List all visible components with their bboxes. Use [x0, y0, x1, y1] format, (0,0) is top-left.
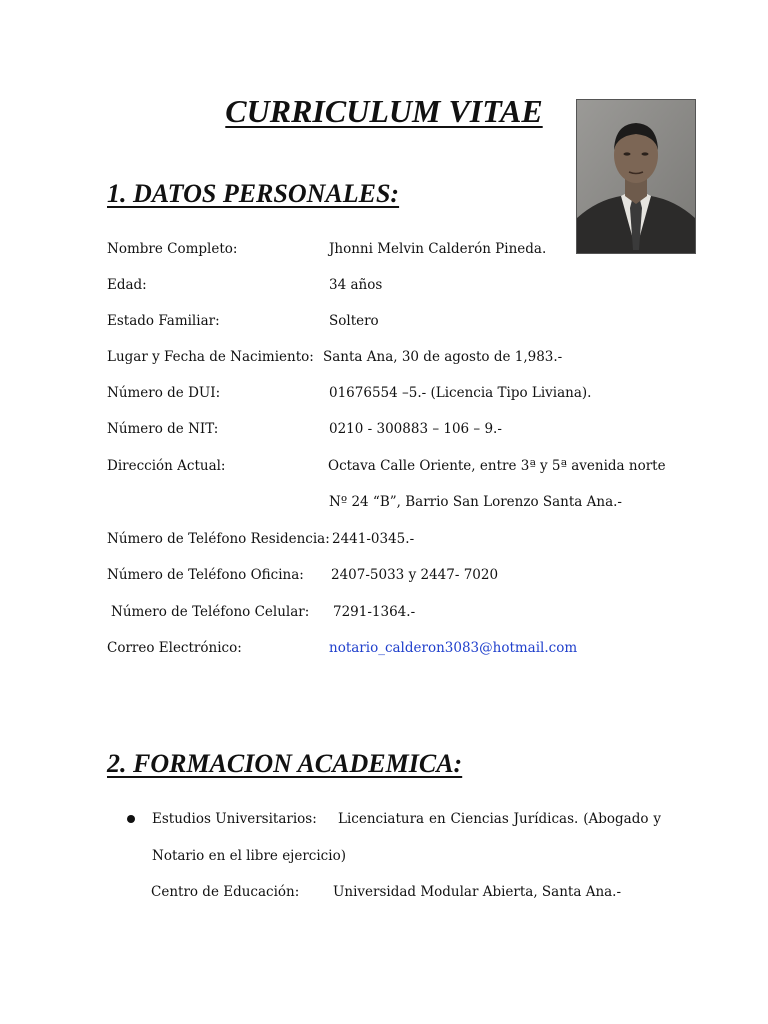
bullet-dot	[127, 815, 135, 823]
label-estudios-universitarios: Estudios Universitarios:	[152, 811, 317, 827]
label-telefono-celular: Número de Teléfono Celular:	[111, 604, 310, 620]
value-edad: 34 años	[329, 277, 383, 293]
value-numero-nit: 0210 - 300883 – 106 – 9.-	[329, 421, 502, 437]
section-heading-formacion-academica: 2. FORMACION ACADEMICA:	[107, 749, 463, 778]
label-centro-educacion: Centro de Educación:	[151, 884, 300, 900]
profile-photo	[576, 99, 696, 254]
label-telefono-residencia: Número de Teléfono Residencia:	[107, 531, 330, 547]
label-nombre-completo: Nombre Completo:	[107, 241, 238, 257]
value-numero-dui: 01676554 –5.- (Licencia Tipo Liviana).	[329, 385, 592, 401]
label-estado-familiar: Estado Familiar:	[107, 313, 220, 329]
value-direccion-actual-line1: Octava Calle Oriente, entre 3ª y 5ª avenida norte	[328, 458, 666, 474]
label-numero-nit: Número de NIT:	[107, 421, 219, 437]
label-numero-dui: Número de DUI:	[107, 385, 221, 401]
value-nombre-completo: Jhonni Melvin Calderón Pineda.	[329, 241, 547, 257]
label-direccion-actual: Dirección Actual:	[107, 458, 226, 474]
label-telefono-oficina: Número de Teléfono Oficina:	[107, 567, 304, 583]
document-title: CURRICULUM VITAE	[225, 93, 543, 129]
value-centro-educacion: Universidad Modular Abierta, Santa Ana.-	[333, 884, 622, 900]
value-telefono-oficina: 2407-5033 y 2447- 7020	[331, 567, 499, 583]
label-correo-electronico: Correo Electrónico:	[107, 640, 242, 656]
email-link[interactable]: notario_calderon3083@hotmail.com	[329, 640, 578, 656]
section-heading-datos-personales: 1. DATOS PERSONALES:	[107, 179, 400, 208]
value-estado-familiar: Soltero	[329, 313, 379, 329]
label-edad: Edad:	[107, 277, 147, 293]
value-telefono-celular: 7291-1364.-	[333, 604, 416, 620]
label-lugar-fecha-nacimiento: Lugar y Fecha de Nacimiento:	[107, 349, 314, 365]
value-lugar-fecha-nacimiento: Santa Ana, 30 de agosto de 1,983.-	[323, 349, 563, 365]
value-telefono-residencia: 2441-0345.-	[332, 531, 415, 547]
portrait-image	[577, 100, 695, 253]
value-direccion-actual-line2: Nº 24 “B”, Barrio San Lorenzo Santa Ana.-	[329, 494, 622, 510]
value-estudios-line2: Notario en el libre ejercicio)	[152, 848, 346, 864]
value-estudios-line1: Licenciatura en Ciencias Jurídicas. (Abogado y	[338, 811, 661, 827]
